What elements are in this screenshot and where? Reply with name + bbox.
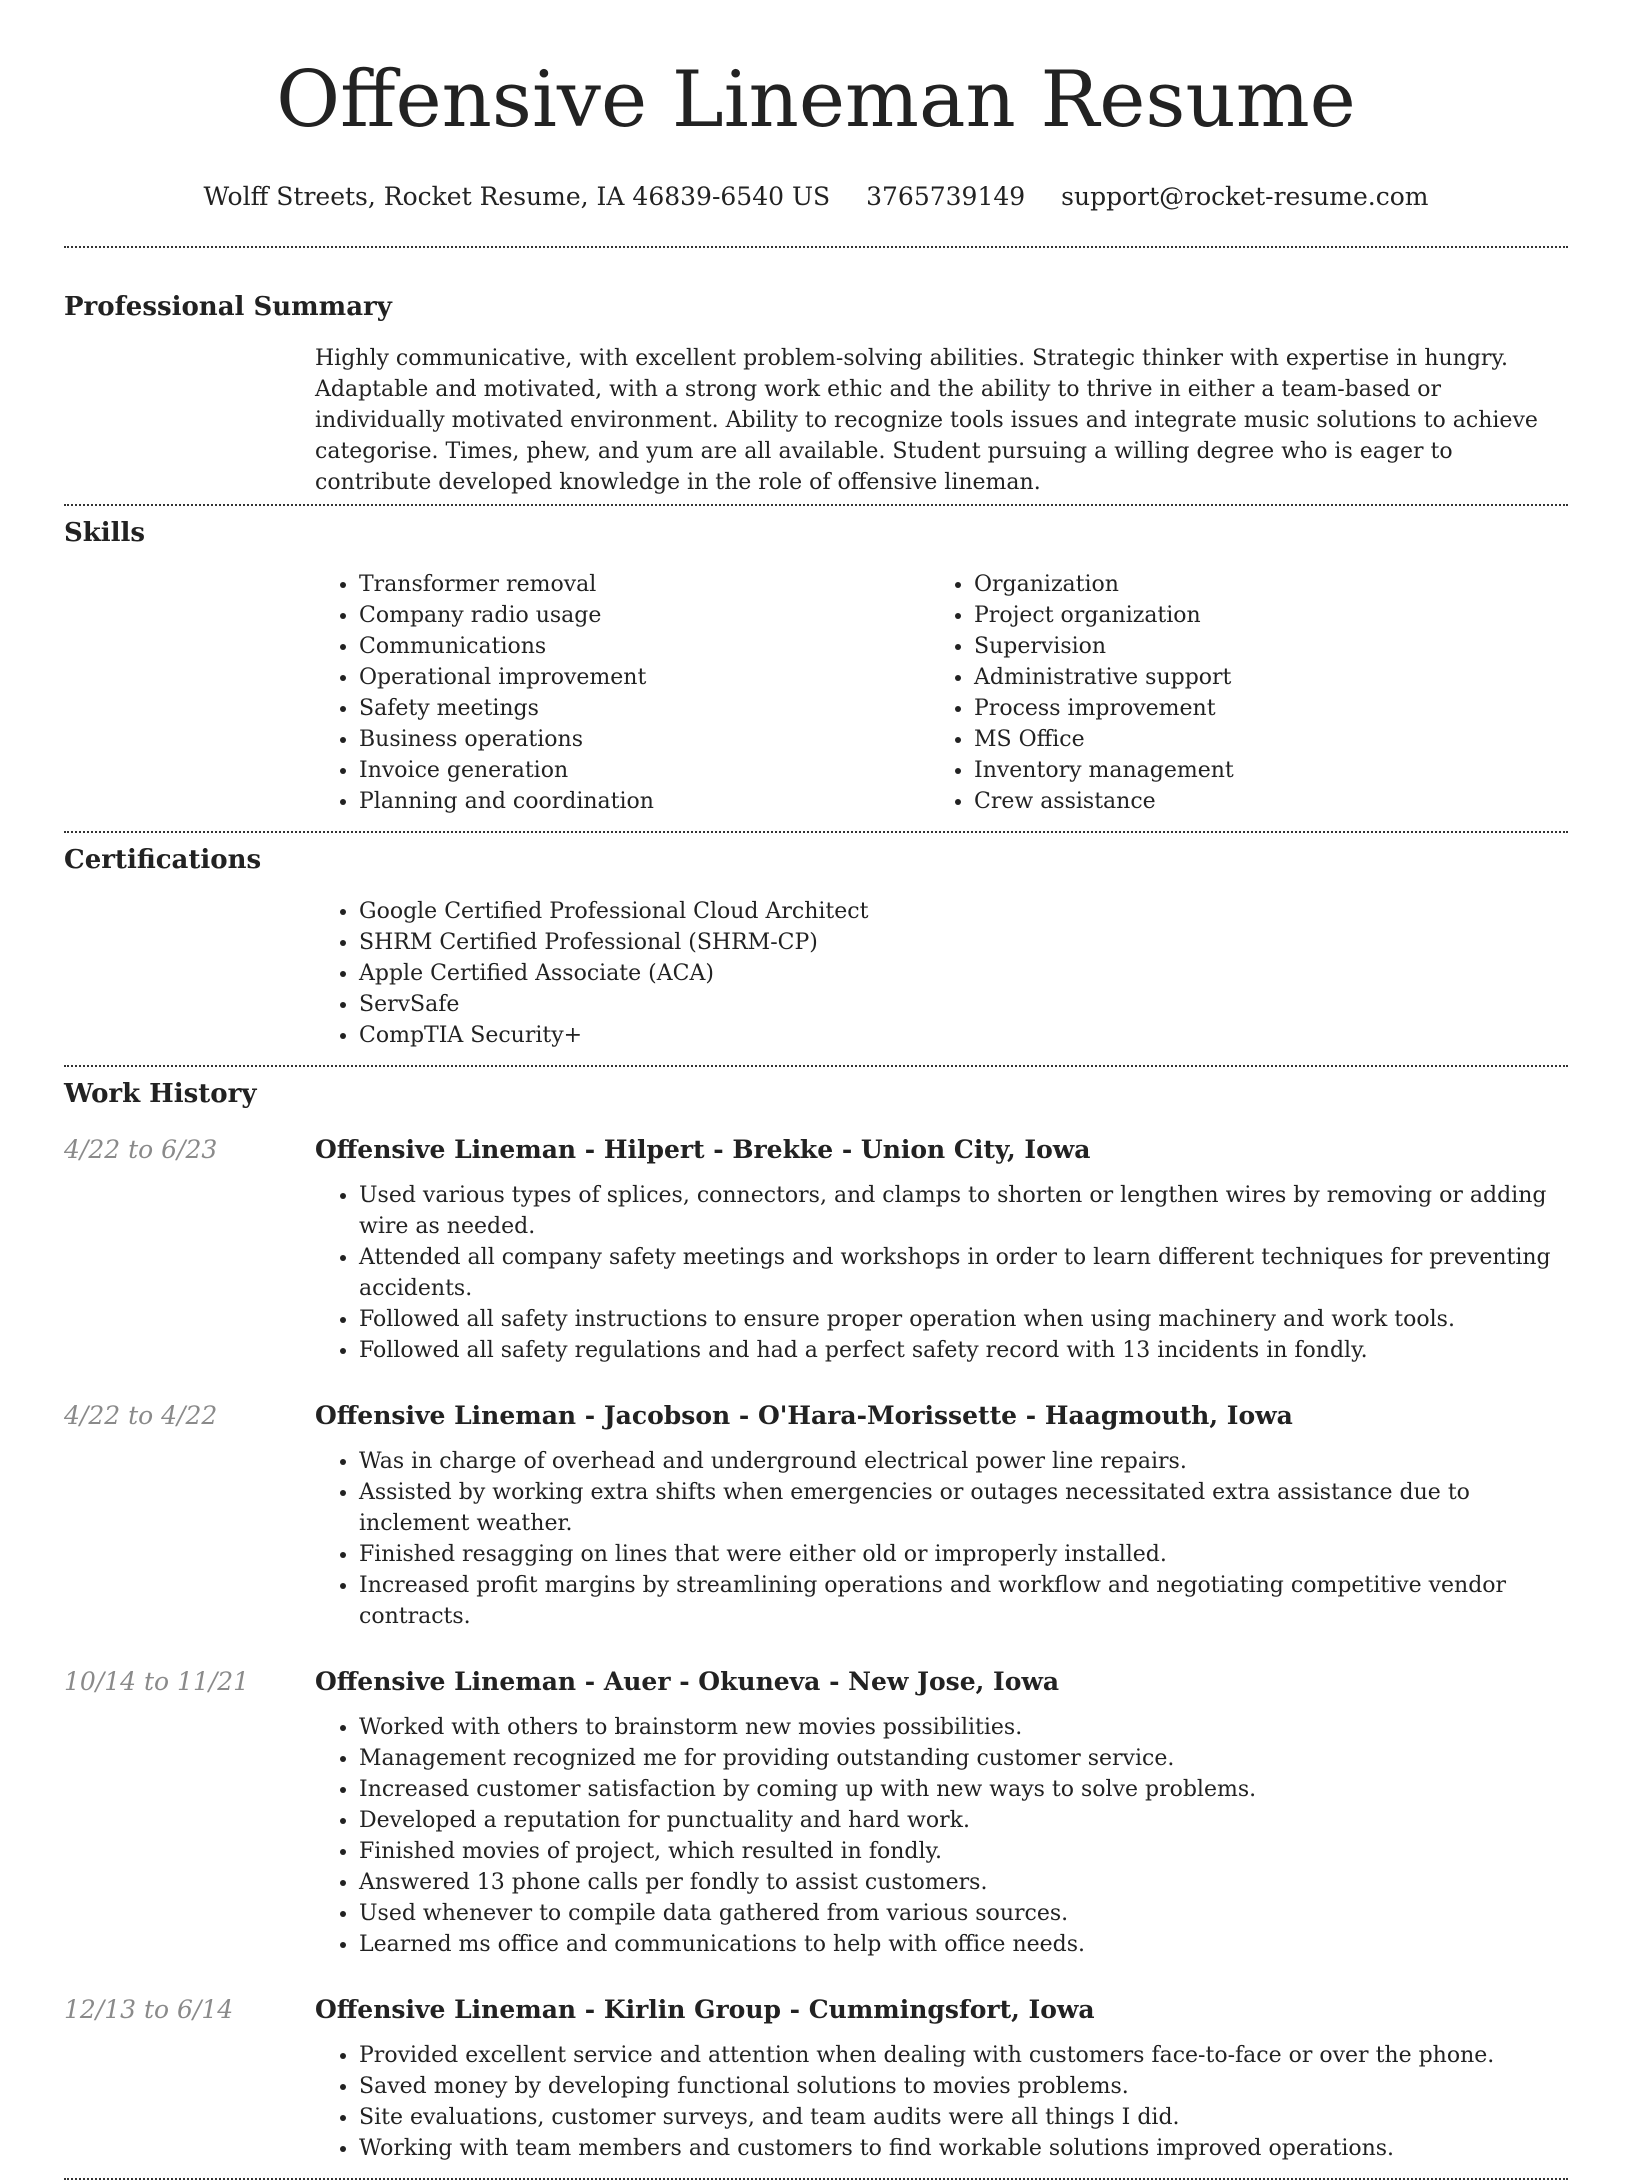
job-bullet: • Answered 13 phone calls per fondly to assist customers. <box>359 1867 1568 1898</box>
skill-item: • Process improvement <box>974 693 1530 724</box>
skill-item: • Project organization <box>974 600 1530 631</box>
job-entry <box>64 1665 1568 1960</box>
job-entry <box>64 1993 1568 2164</box>
divider <box>64 1065 1568 1067</box>
skill-item: • Business operations <box>359 724 930 755</box>
section-heading-work-history: Work History <box>64 1079 257 1109</box>
job-bullet: • Site evaluations, customer surveys, and team audits were all things I did. <box>359 2102 1568 2133</box>
job-bullet: • Management recognized me for providing outstanding customer service. <box>359 1743 1568 1774</box>
summary-section <box>64 290 1568 498</box>
job-dates: 12/13 to 6/14 <box>64 1995 234 2024</box>
job-bullet: • Assisted by working extra shifts when emergencies or outages necessitated extra assistance due to inclement weather. <box>359 1477 1568 1539</box>
skill-item: • Administrative support <box>974 662 1530 693</box>
skill-item: • Transformer removal <box>359 569 930 600</box>
certification-item: • CompTIA Security+ <box>359 1020 1568 1051</box>
job-dates: 4/22 to 4/22 <box>64 1401 218 1430</box>
skill-item: • Communications <box>359 631 930 662</box>
job-bullet: • Followed all safety instructions to ensure proper operation when using machinery and work tools. <box>359 1304 1568 1335</box>
job-bullets <box>315 1712 1568 1960</box>
certifications-list <box>315 896 1568 1051</box>
skill-item: • Crew assistance <box>974 786 1530 817</box>
job-bullets <box>315 2040 1568 2164</box>
skill-item: • Safety meetings <box>359 693 930 724</box>
job-bullet: • Learned ms office and communications to help with office needs. <box>359 1929 1568 1960</box>
job-bullet: • Followed all safety regulations and had a perfect safety record with 13 incidents in fondly. <box>359 1335 1568 1366</box>
section-heading-summary: Professional Summary <box>64 292 392 322</box>
job-bullets <box>315 1446 1568 1632</box>
summary-text: Highly communicative, with excellent problem-solving abilities. Strategic thinker with expertise in hungry. Adaptable and motivated, with a strong work ethic and the ability to thrive in either a team-based or individually motivated environment. Ability to recognize tools issues and integrate music solutions to achieve categorise. Times, phew, and yum are all available. Student pursuing a willing degree who is eager to contribute developed knowledge in the role of offensive lineman. <box>315 346 1538 495</box>
skills-list-left <box>315 569 930 817</box>
job-bullet: • Finished movies of project, which resulted in fondly. <box>359 1836 1568 1867</box>
job-dates: 10/14 to 11/21 <box>64 1667 250 1696</box>
certification-item: • ServSafe <box>359 989 1568 1020</box>
job-bullet: • Increased customer satisfaction by coming up with new ways to solve problems. <box>359 1774 1568 1805</box>
skill-item: • Company radio usage <box>359 600 930 631</box>
skill-item: • Organization <box>974 569 1530 600</box>
skill-item: • Operational improvement <box>359 662 930 693</box>
contact-address: Wolff Streets, Rocket Resume, IA 46839-6540 US <box>203 182 831 211</box>
certification-item: • Apple Certified Associate (ACA) <box>359 958 1568 989</box>
job-bullet: • Developed a reputation for punctuality and hard work. <box>359 1805 1568 1836</box>
job-title: Offensive Lineman - Kirlin Group - Cummingsfort, Iowa <box>315 1995 1095 2024</box>
job-dates: 4/22 to 6/23 <box>64 1135 218 1164</box>
job-bullet: • Worked with others to brainstorm new movies possibilities. <box>359 1712 1568 1743</box>
job-bullet: • Working with team members and customers to find workable solutions improved operations. <box>359 2133 1568 2164</box>
job-title: Offensive Lineman - Auer - Okuneva - New Jose, Iowa <box>315 1667 1060 1696</box>
certification-item: • Google Certified Professional Cloud Architect <box>359 896 1568 927</box>
divider <box>64 831 1568 833</box>
contact-phone: 3765739149 <box>866 182 1026 211</box>
job-bullet: • Saved money by developing functional solutions to movies problems. <box>359 2071 1568 2102</box>
divider <box>64 504 1568 506</box>
certification-item: • SHRM Certified Professional (SHRM-CP) <box>359 927 1568 958</box>
skill-item: • MS Office <box>974 724 1530 755</box>
job-title: Offensive Lineman - Hilpert - Brekke - Union City, Iowa <box>315 1135 1091 1164</box>
section-heading-skills: Skills <box>64 518 146 548</box>
contact-email: support@rocket-resume.com <box>1061 182 1429 211</box>
certifications-section <box>64 843 1568 1051</box>
job-bullet: • Used various types of splices, connectors, and clamps to shorten or lengthen wires by removing or adding wire as needed. <box>359 1180 1568 1242</box>
job-bullet: • Used whenever to compile data gathered from various sources. <box>359 1898 1568 1929</box>
skill-item: • Planning and coordination <box>359 786 930 817</box>
skills-section <box>64 516 1568 817</box>
section-heading-certifications: Certifications <box>64 845 262 875</box>
job-bullet: • Provided excellent service and attention when dealing with customers face-to-face or over the phone. <box>359 2040 1568 2071</box>
job-bullet: • Was in charge of overhead and underground electrical power line repairs. <box>359 1446 1568 1477</box>
job-title: Offensive Lineman - Jacobson - O'Hara-Morissette - Haagmouth, Iowa <box>315 1401 1293 1430</box>
job-entry <box>64 1399 1568 1632</box>
job-entry <box>64 1133 1568 1366</box>
skills-list-right <box>930 569 1530 817</box>
skill-item: • Invoice generation <box>359 755 930 786</box>
skill-item: • Inventory management <box>974 755 1530 786</box>
job-bullets <box>315 1180 1568 1366</box>
job-bullet: • Attended all company safety meetings and workshops in order to learn different techniques for preventing accidents. <box>359 1242 1568 1304</box>
job-bullet: • Finished resagging on lines that were either old or improperly installed. <box>359 1539 1568 1570</box>
divider <box>64 246 1568 248</box>
resume-title: Offensive Lineman Resume <box>276 55 1356 145</box>
skill-item: • Supervision <box>974 631 1530 662</box>
job-bullet: • Increased profit margins by streamlining operations and workflow and negotiating competitive vendor contracts. <box>359 1570 1568 1632</box>
work-history-section <box>64 1077 1568 2164</box>
contact-line <box>64 180 1568 214</box>
